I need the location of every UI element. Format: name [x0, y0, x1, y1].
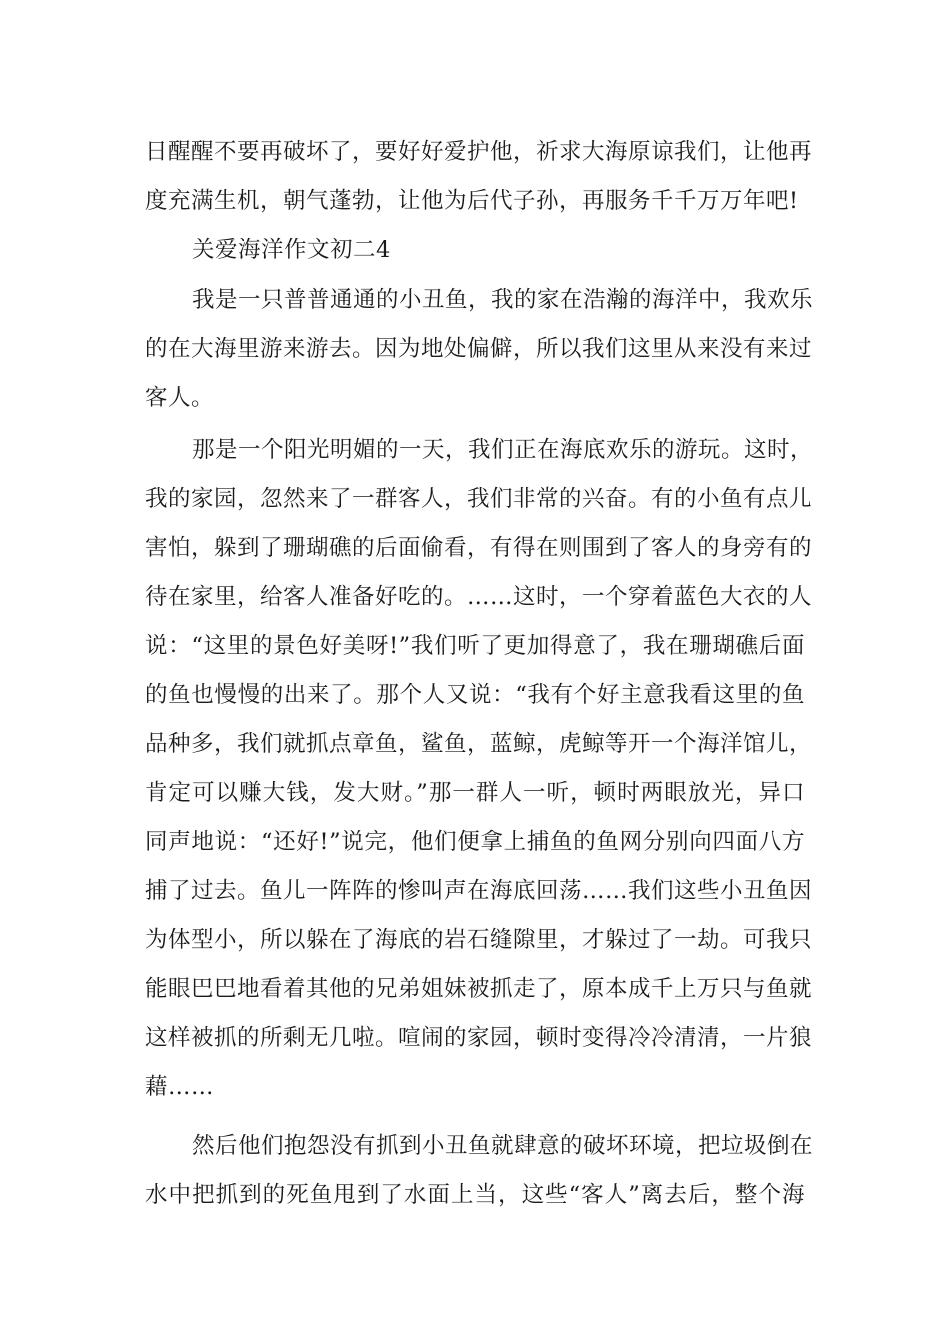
text-line: 捕了过去。鱼儿一阵阵的惨叫声在海底回荡……我们这些小丑鱼因	[145, 878, 813, 904]
text-line: 然后他们抱怨没有抓到小丑鱼就肆意的破坏环境，把垃圾倒在	[192, 1133, 814, 1159]
text-line: 待在家里，给客人准备好吃的。……这时，一个穿着蓝色大衣的人	[145, 584, 813, 610]
text-line: 客人。	[145, 385, 215, 411]
text-line: 我的家园，忽然来了一群客人，我们非常的兴奋。有的小鱼有点儿	[145, 486, 813, 512]
paragraph-1	[145, 276, 814, 423]
text-line: 能眼巴巴地看着其他的兄弟姐妹被抓走了，原本成千上万只与鱼就	[145, 976, 813, 1002]
text-line: 同声地说：“还好!”说完，他们便拿上捕鱼的鱼网分别向四面八方	[145, 829, 805, 855]
paragraph-3	[145, 1122, 814, 1220]
text-line: 品种多，我们就抓点章鱼，鲨鱼，蓝鲸，虎鲸等开一个海洋馆儿，	[145, 731, 813, 757]
text-line: 的鱼也慢慢的出来了。那个人又说：“我有个好主意我看这里的鱼	[145, 682, 805, 708]
text-line: 日醒醒不要再破坏了，要好好爱护他，祈求大海原谅我们，让他再	[145, 139, 813, 165]
text-line: 这样被抓的所剩无几啦。喧闹的家园，顿时变得冷冷清清，一片狼	[145, 1025, 813, 1051]
heading-text: 关爱海洋作文初二4	[192, 237, 391, 263]
text-line: 水中把抓到的死鱼甩到了水面上当，这些“客人”离去后，整个海	[145, 1182, 805, 1208]
section-heading	[145, 226, 805, 275]
paragraph-2	[145, 426, 814, 1112]
text-line: 那是一个阳光明媚的一天，我们正在海底欢乐的游玩。这时，	[192, 437, 814, 463]
text-line: 说：“这里的景色好美呀!”我们听了更加得意了，我在珊瑚礁后面	[145, 633, 805, 659]
text-line: 肯定可以赚大钱，发大财。”那一群人一听，顿时两眼放光，异口	[145, 780, 805, 806]
text-line: 害怕，躲到了珊瑚礁的后面偷看，有得在则围到了客人的身旁有的	[145, 535, 813, 561]
text-line: 我是一只普普通通的小丑鱼，我的家在浩瀚的海洋中，我欢乐	[192, 287, 814, 313]
text-line: 的在大海里游来游去。因为地处偏僻，所以我们这里从来没有来过	[145, 336, 813, 362]
text-line: 度充满生机，朝气蓬勃，让他为后代子孙，再服务千千万万年吧!	[145, 188, 799, 214]
continuation-paragraph	[145, 128, 813, 226]
text-line: 为体型小，所以躲在了海底的岩石缝隙里，才躲过了一劫。可我只	[145, 927, 813, 953]
text-line: 藉……	[145, 1074, 215, 1100]
